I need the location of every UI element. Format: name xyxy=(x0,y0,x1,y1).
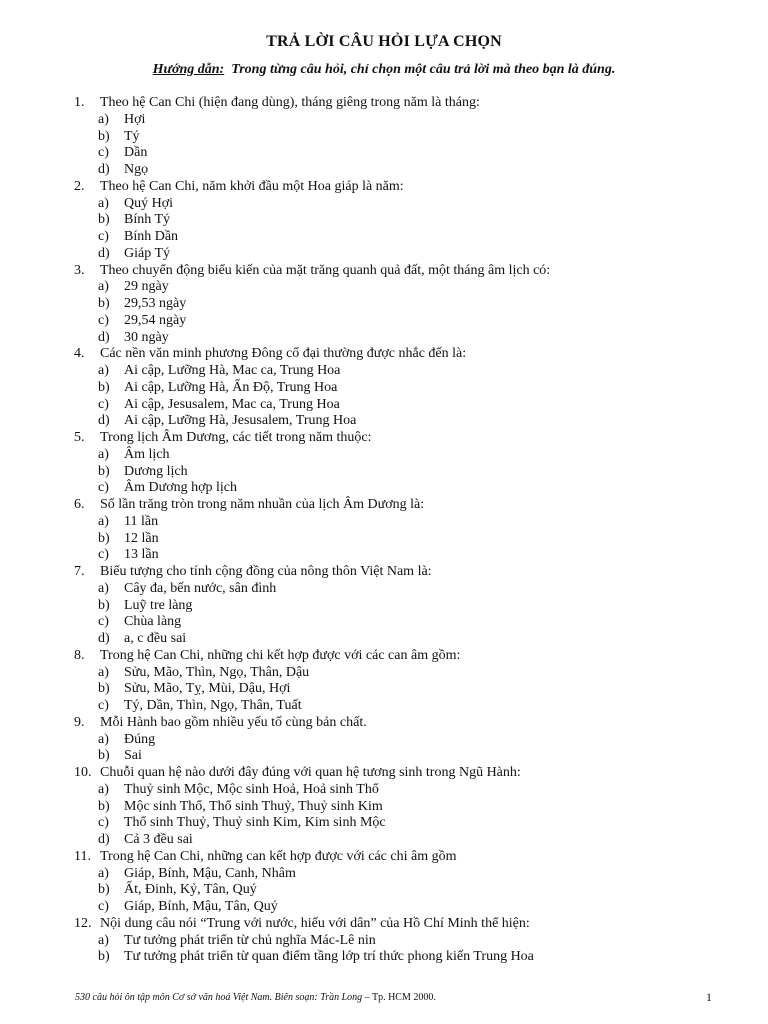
option-letter: a) xyxy=(98,195,109,211)
answer-option xyxy=(74,162,714,179)
answer-option xyxy=(74,246,714,263)
question-item xyxy=(74,263,714,280)
answer-option xyxy=(74,882,714,899)
answer-option xyxy=(74,581,714,598)
option-letter: b) xyxy=(98,597,110,613)
option-text: Thuỷ sinh Mộc, Mộc sinh Hoả, Hoả sinh Thổ xyxy=(124,781,379,797)
answer-option xyxy=(74,464,714,481)
option-text: Bính Tý xyxy=(124,212,171,228)
option-letter: c) xyxy=(98,145,109,161)
answer-option xyxy=(74,681,714,698)
option-text: Giáp Tý xyxy=(124,245,171,261)
option-letter: b) xyxy=(98,530,110,546)
answer-option xyxy=(74,799,714,816)
answer-option xyxy=(74,531,714,548)
option-text: Âm Dương hợp lịch xyxy=(124,480,237,496)
option-letter: a) xyxy=(98,932,109,948)
answer-option xyxy=(74,631,714,648)
option-text: Bính Dần xyxy=(124,229,179,244)
option-letter: b) xyxy=(98,463,110,479)
option-text: 13 lần xyxy=(124,547,159,563)
answer-option xyxy=(74,598,714,615)
option-letter: b) xyxy=(98,681,110,697)
option-letter: d) xyxy=(98,329,110,345)
answer-option xyxy=(74,815,714,832)
option-text: Cả 3 đều sai xyxy=(124,832,193,847)
answer-option xyxy=(74,363,714,380)
question-number: 7. xyxy=(74,564,85,579)
option-text: Tư tưởng phát triển từ chủ nghĩa Mác-Lê nin xyxy=(124,932,376,948)
option-text: Ai cập, Lưỡng Hà, Ấn Độ, Trung Hoa xyxy=(124,379,338,395)
question-number: 4. xyxy=(74,346,85,362)
answer-option xyxy=(74,866,714,883)
option-letter: c) xyxy=(98,815,109,831)
option-letter: a) xyxy=(98,781,109,797)
option-text: Ất, Đinh, Kỷ, Tân, Quý xyxy=(124,882,257,898)
option-letter: c) xyxy=(98,229,109,244)
instruction-text: Trong từng câu hỏi, chỉ chọn một câu trả lời mà theo bạn là đúng. xyxy=(231,62,616,77)
option-letter: a) xyxy=(98,513,109,529)
question-text: Nội dung câu nói “Trung với nước, hiếu với dân” của Hồ Chí Minh thể hiện: xyxy=(100,915,530,931)
question-text: Các nền văn minh phương Đông cổ đại thường được nhắc đến là: xyxy=(100,346,467,362)
question-item xyxy=(74,765,714,782)
option-text: Tư tưởng phát triển từ quan điểm tầng lớp trí thức phong kiến Trung Hoa xyxy=(124,949,534,965)
option-letter: c) xyxy=(98,899,109,914)
option-text: 29,53 ngày xyxy=(124,296,187,311)
option-text: Thổ sinh Thuỷ, Thuỷ sinh Kim, Kim sinh Mộc xyxy=(124,815,386,831)
question-number: 1. xyxy=(74,95,85,110)
option-letter: a) xyxy=(98,865,109,881)
question-text: Theo hệ Can Chi, năm khởi đầu một Hoa giáp là năm: xyxy=(100,178,404,194)
answer-option xyxy=(74,212,714,229)
answer-option xyxy=(74,933,714,950)
option-text: Âm lịch xyxy=(124,446,170,462)
option-letter: b) xyxy=(98,128,110,144)
option-letter: c) xyxy=(98,614,109,630)
footer-text: 530 câu hỏi ôn tập môn Cơ sở văn hoá Việt Nam. Biên soạn: Trần Long xyxy=(75,992,363,1003)
question-number: 10. xyxy=(74,765,92,780)
answer-option xyxy=(74,514,714,531)
answer-option xyxy=(74,129,714,146)
option-text: Dương lịch xyxy=(124,463,188,479)
option-text: Tý, Dần, Thìn, Ngọ, Thân, Tuất xyxy=(124,698,302,713)
option-text: 30 ngày xyxy=(124,329,169,345)
answer-option xyxy=(74,330,714,347)
answer-option xyxy=(74,949,714,966)
answer-option xyxy=(74,614,714,631)
option-letter: a) xyxy=(98,279,109,295)
option-letter: a) xyxy=(98,111,109,127)
question-text: Số lần trăng tròn trong năm nhuần của lịch Âm Dương là: xyxy=(100,497,425,512)
option-letter: d) xyxy=(98,631,110,646)
option-letter: a) xyxy=(98,580,109,596)
option-letter: a) xyxy=(98,664,109,680)
answer-option xyxy=(74,665,714,682)
answer-option xyxy=(74,698,714,715)
option-letter: d) xyxy=(98,832,110,847)
answer-option xyxy=(74,229,714,246)
option-letter: c) xyxy=(98,698,109,713)
question-number: 9. xyxy=(74,714,85,730)
answer-option xyxy=(74,832,714,849)
answer-option xyxy=(74,748,714,765)
option-letter: b) xyxy=(98,748,110,764)
instruction-label: Hướng dẫn: xyxy=(152,62,225,77)
option-text: Sửu, Mão, Thìn, Ngọ, Thân, Dậu xyxy=(124,664,310,680)
answer-option xyxy=(74,397,714,414)
question-number: 12. xyxy=(74,915,92,931)
question-number: 6. xyxy=(74,497,85,512)
question-list xyxy=(74,95,714,966)
question-number: 5. xyxy=(74,430,85,445)
option-text: Ai cập, Lưỡng Hà, Jesusalem, Trung Hoa xyxy=(124,413,357,429)
page-footer xyxy=(75,992,436,1003)
option-letter: c) xyxy=(98,547,109,563)
option-letter: a) xyxy=(98,446,109,462)
page-number: 1 xyxy=(706,990,712,1004)
option-text: Ai cập, Jesusalem, Mac ca, Trung Hoa xyxy=(124,396,340,412)
answer-option xyxy=(74,380,714,397)
option-letter: b) xyxy=(98,882,110,898)
footer-suffix: – Tp. HCM 2000. xyxy=(364,992,436,1003)
question-text: Chuỗi quan hệ nào dưới đây đúng với quan hệ tương sinh trong Ngũ Hành: xyxy=(100,765,521,780)
answer-option xyxy=(74,279,714,296)
question-number: 3. xyxy=(74,262,85,278)
option-text: Ngọ xyxy=(124,162,149,177)
question-item xyxy=(74,430,714,447)
instruction-line xyxy=(0,62,768,78)
option-text: Sai xyxy=(124,748,142,764)
question-item xyxy=(74,346,714,363)
question-item xyxy=(74,497,714,514)
option-text: 29,54 ngày xyxy=(124,312,187,328)
option-text: 12 lần xyxy=(124,530,159,546)
question-text: Theo hệ Can Chi (hiện đang dùng), tháng giêng trong năm là tháng: xyxy=(100,95,480,110)
answer-option xyxy=(74,313,714,330)
option-text: Luỹ tre làng xyxy=(124,597,193,613)
option-text: Ai cập, Lưỡng Hà, Mac ca, Trung Hoa xyxy=(124,363,341,378)
option-text: 29 ngày xyxy=(124,279,169,295)
answer-option xyxy=(74,413,714,430)
option-letter: c) xyxy=(98,480,109,496)
question-item xyxy=(74,179,714,196)
option-letter: d) xyxy=(98,162,110,177)
question-text: Mỗi Hành bao gồm nhiều yếu tố cùng bản chất. xyxy=(100,714,367,730)
question-number: 8. xyxy=(74,647,85,663)
option-letter: b) xyxy=(98,379,110,395)
option-text: 11 lần xyxy=(124,513,159,529)
option-text: Dần xyxy=(124,145,148,161)
question-item xyxy=(74,95,714,112)
option-text: Giáp, Bính, Mậu, Canh, Nhâm xyxy=(124,865,296,881)
question-item xyxy=(74,648,714,665)
option-letter: a) xyxy=(98,731,109,747)
page-title: TRẢ LỜI CÂU HỎI LỰA CHỌN xyxy=(266,33,502,50)
option-letter: a) xyxy=(98,363,109,378)
question-number: 2. xyxy=(74,178,85,194)
answer-option xyxy=(74,447,714,464)
option-text: Sửu, Mão, Tỵ, Mùi, Dậu, Hợi xyxy=(124,681,291,697)
option-letter: c) xyxy=(98,312,109,328)
question-number: 11. xyxy=(74,848,91,864)
question-item xyxy=(74,916,714,933)
option-letter: d) xyxy=(98,245,110,261)
question-text: Trong lịch Âm Dương, các tiết trong năm thuộc: xyxy=(100,430,372,445)
question-text: Trong hệ Can Chi, những chi kết hợp được với các can âm gồm: xyxy=(100,647,461,663)
answer-option xyxy=(74,732,714,749)
option-text: Đúng xyxy=(124,731,156,747)
answer-option xyxy=(74,145,714,162)
answer-option xyxy=(74,196,714,213)
question-item xyxy=(74,849,714,866)
answer-option xyxy=(74,547,714,564)
option-text: Chùa làng xyxy=(124,614,182,630)
option-text: Quý Hợi xyxy=(124,195,174,211)
option-text: Giáp, Bính, Mậu, Tân, Quý xyxy=(124,899,278,914)
option-text: Hợi xyxy=(124,111,146,127)
option-letter: b) xyxy=(98,949,110,965)
option-letter: b) xyxy=(98,296,110,311)
answer-option xyxy=(74,112,714,129)
question-item xyxy=(74,564,714,581)
option-text: Mộc sinh Thổ, Thổ sinh Thuỷ, Thuỷ sinh Kim xyxy=(124,798,383,814)
answer-option xyxy=(74,296,714,313)
answer-option xyxy=(74,782,714,799)
option-letter: c) xyxy=(98,396,109,412)
question-text: Theo chuyển động biểu kiến của mặt trăng quanh quả đất, một tháng âm lịch có: xyxy=(100,262,551,278)
question-text: Trong hệ Can Chi, những can kết hợp được với các chi âm gồm xyxy=(100,848,457,864)
option-text: a, c đều sai xyxy=(124,631,187,646)
option-letter: b) xyxy=(98,212,110,228)
answer-option xyxy=(74,899,714,916)
question-text: Biểu tượng cho tính cộng đồng của nông thôn Việt Nam là: xyxy=(100,564,432,579)
option-text: Cây đa, bến nước, sân đình xyxy=(124,580,277,596)
question-item xyxy=(74,715,714,732)
option-text: Tý xyxy=(124,128,140,144)
answer-option xyxy=(74,480,714,497)
option-letter: d) xyxy=(98,413,110,429)
option-letter: b) xyxy=(98,798,110,814)
